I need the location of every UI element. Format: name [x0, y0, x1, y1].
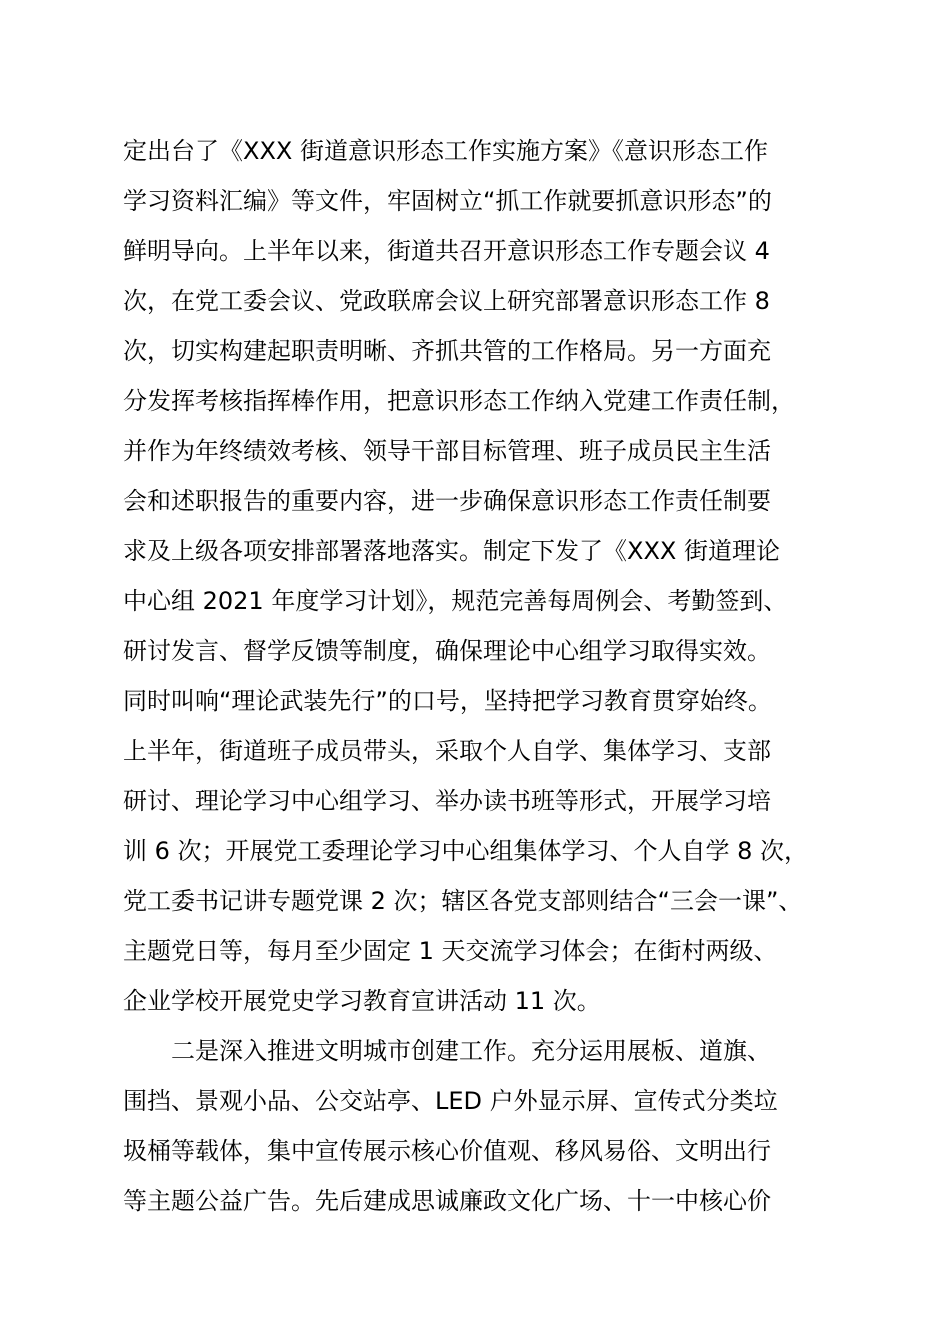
text-line: 中心组 2021 年度学习计划》，规范完善每周例会、考勤签到、 [123, 587, 788, 615]
text-line: 学习资料汇编》等文件，牢固树立“抓工作就要抓意识形态”的 [123, 187, 772, 215]
text-line: 研讨、理论学习中心组学习、举办读书班等形式，开展学习培 [123, 787, 771, 815]
text-line: 主题党日等，每月至少固定 1 天交流学习体会；在街村两级、 [123, 937, 778, 965]
text-line: 分发挥考核指挥棒作用，把意识形态工作纳入党建工作责任制， [123, 387, 795, 415]
text-line: 研讨发言、督学反馈等制度，确保理论中心组学习取得实效。 [123, 637, 771, 665]
body-text [123, 126, 863, 1226]
text-line: 训 6 次；开展党工委理论学习中心组集体学习、个人自学 8 次， [123, 837, 809, 865]
text-line: 圾桶等载体，集中宣传展示核心价值观、移风易俗、文明出行 [123, 1137, 771, 1165]
text-line: 企业学校开展党史学习教育宣讲活动 11 次。 [123, 987, 601, 1015]
text-line: 围挡、景观小品、公交站亭、LED 户外显示屏、宣传式分类垃 [123, 1087, 778, 1115]
text-line: 求及上级各项安排部署落地落实。制定下发了《XXX 街道理论 [123, 537, 780, 565]
text-line: 鲜明导向。上半年以来，街道共召开意识形态工作专题会议 4 [123, 237, 770, 265]
paragraph-start-line: 二是深入推进文明城市创建工作。充分运用展板、道旗、 [171, 1037, 771, 1065]
text-line: 次，在党工委会议、党政联席会议上研究部署意识形态工作 8 [123, 287, 770, 315]
text-line: 党工委书记讲专题党课 2 次；辖区各党支部则结合“三会一课”、 [123, 887, 803, 915]
text-line: 上半年，街道班子成员带头，采取个人自学、集体学习、支部 [123, 737, 771, 765]
text-line: 会和述职报告的重要内容，进一步确保意识形态工作责任制要 [123, 487, 771, 515]
text-line: 并作为年终绩效考核、领导干部目标管理、班子成员民主生活 [123, 437, 771, 465]
text-line: 等主题公益广告。先后建成思诚廉政文化广场、十一中核心价 [123, 1187, 771, 1215]
text-line: 定出台了《XXX 街道意识形态工作实施方案》《意识形态工作 [123, 137, 768, 165]
text-line: 同时叫响“理论武装先行”的口号，坚持把学习教育贯穿始终。 [123, 687, 772, 715]
text-line: 次，切实构建起职责明晰、齐抓共管的工作格局。另一方面充 [123, 337, 771, 365]
